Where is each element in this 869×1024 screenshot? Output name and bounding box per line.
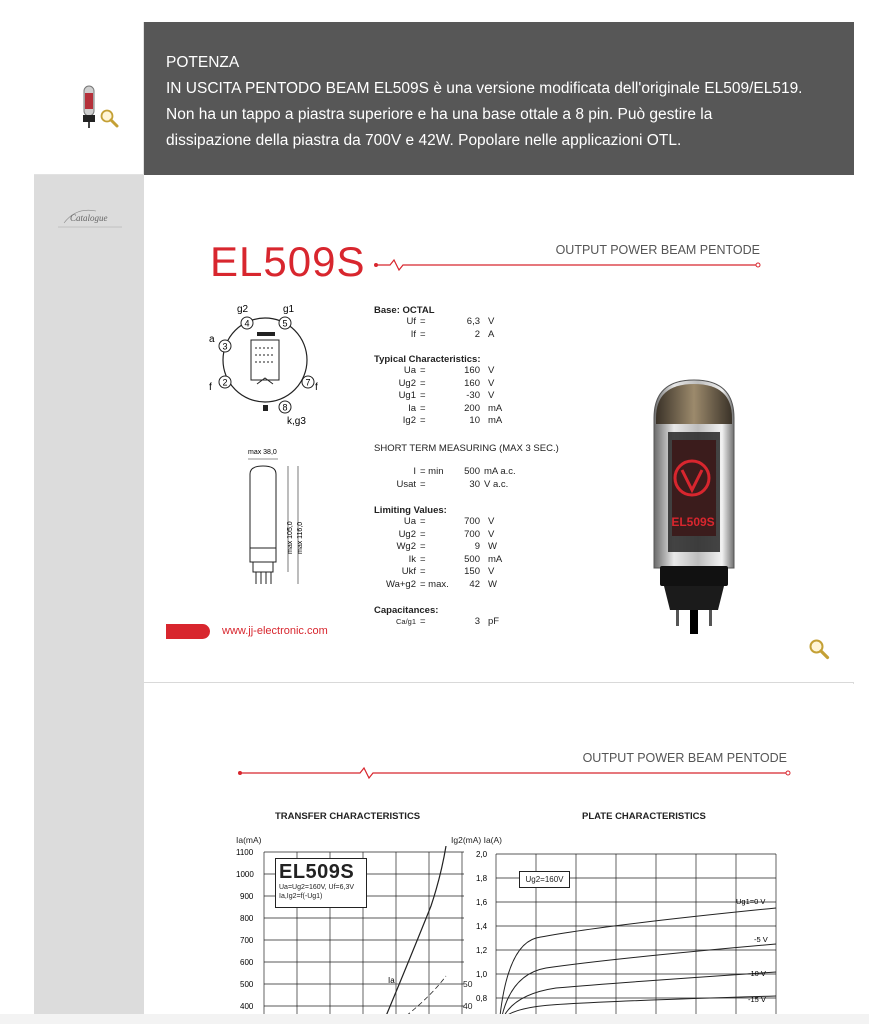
- plate-condition-box: Ug2=160V: [519, 871, 570, 888]
- y-tick: 1,2: [476, 946, 488, 955]
- spec-row: Uf = 6,3 V: [406, 316, 495, 327]
- tube-label: EL509S: [671, 515, 715, 529]
- legend-condition: Ua=Ug2=160V, Uf=6,3V: [279, 884, 355, 891]
- pin-number: 3: [222, 341, 228, 352]
- spec-heading: Typical Characteristics:: [374, 354, 481, 365]
- spec-row: If = 2 A: [410, 328, 495, 340]
- spec-capacitances: [374, 605, 538, 629]
- spec-heading: Capacitances:: [374, 605, 439, 616]
- right-tick: 40: [463, 1001, 473, 1011]
- chart-legend-box: [275, 858, 367, 908]
- curve-label: Ia: [388, 976, 395, 985]
- spec-row: Ca/g1 = 3 pF: [395, 616, 500, 627]
- spec-limiting: [374, 505, 538, 591]
- y-tick: 1,8: [476, 874, 488, 883]
- spec-row: Usat = 30 V a.c.: [396, 478, 509, 490]
- dimension-drawing: [230, 444, 320, 596]
- transfer-y-label: Ia(mA): [236, 835, 262, 845]
- plate-chart-title: PLATE CHARACTERISTICS: [582, 811, 706, 822]
- description-line: IN USCITA PENTODO BEAM EL509S è una versione modificata dell'originale EL509/EL519.: [166, 80, 803, 97]
- spec-row: Ia = 200 mA: [408, 402, 503, 414]
- spec-heading: SHORT TERM MEASURING (MAX 3 SEC.): [374, 443, 559, 454]
- spec-row: Wg2 = 9 W: [396, 541, 497, 552]
- y-tick: 1,0: [476, 970, 488, 979]
- datasheet-subtitle: OUTPUT POWER BEAM PENTODE: [582, 751, 787, 765]
- spec-heading: Limiting Values:: [374, 505, 447, 516]
- description-line: dissipazione della piastra da 700V e 42W. Popolare nelle applicazioni OTL.: [166, 132, 682, 149]
- dim-height-label: max 116,0: [297, 521, 304, 554]
- dim-height-label: max 105,0: [287, 521, 294, 554]
- datasheet-title: EL509S: [210, 238, 366, 285]
- spec-row: Ua = 700 V: [403, 516, 495, 527]
- legend-tube-name: EL509S: [279, 861, 355, 883]
- y-tick: 1000: [236, 870, 254, 879]
- datasheet-subtitle: OUTPUT POWER BEAM PENTODE: [555, 243, 760, 257]
- pin-label: g2: [237, 304, 249, 315]
- pin-label: f: [315, 382, 318, 393]
- spec-short-term: [374, 443, 559, 454]
- pin-diagram: [205, 302, 330, 427]
- pin-label: f: [209, 382, 212, 393]
- y-tick: 400: [240, 1002, 254, 1011]
- pin-label: g1: [283, 304, 295, 315]
- y-tick: 600: [240, 958, 254, 967]
- curve-label: -5 V: [754, 935, 768, 944]
- y-tick: 1,4: [476, 922, 488, 931]
- spec-base: [374, 305, 538, 341]
- pin-number: 8: [282, 402, 288, 413]
- description-line: POTENZA: [166, 54, 240, 71]
- catalogue-logo: [56, 205, 126, 231]
- curve-label: -15 V: [748, 995, 766, 1004]
- catalogue-label: Catalogue: [70, 213, 108, 223]
- transfer-chart-title: TRANSFER CHARACTERISTICS: [275, 811, 421, 822]
- y-tick: 2,0: [476, 850, 488, 859]
- y-tick: 900: [240, 892, 254, 901]
- y-tick: 0,8: [476, 994, 488, 1003]
- pin-number: 7: [305, 377, 311, 388]
- tube-photo: [646, 378, 742, 636]
- legend-condition: Ia,Ig2=f(-Ug1): [279, 893, 323, 900]
- page-bottom-edge: [0, 1014, 869, 1024]
- left-gallery-column: [34, 175, 144, 1024]
- website-link[interactable]: www.jj-electronic.com: [222, 625, 328, 637]
- description-line: Non ha un tappo a piastra superiore e ha una base ottale a 8 pin. Può gestire la: [166, 106, 713, 123]
- zoom-icon[interactable]: [808, 638, 830, 660]
- y-tick: 1100: [236, 848, 254, 857]
- curve-label: Ug1=0 V: [736, 897, 766, 906]
- y-tick: 700: [240, 936, 254, 945]
- spec-row: Ig2 = 10 mA: [402, 415, 503, 426]
- spec-row: Ua = 160 V: [403, 365, 495, 376]
- y-tick: 500: [240, 980, 254, 989]
- right-tick: 50: [463, 979, 473, 989]
- curve-label: -10 V: [748, 969, 766, 978]
- pin-number: 4: [244, 318, 250, 329]
- y-tick: 1,6: [476, 898, 488, 907]
- zoom-icon[interactable]: [99, 108, 119, 128]
- dim-width-label: max 38,0: [248, 449, 277, 456]
- plate-y-label: Ig2(mA) Ia(A): [451, 835, 503, 845]
- spec-row: Wa+g2 = max. 42 W: [385, 578, 497, 590]
- spec-row: Ug1 = -30 V: [398, 390, 495, 401]
- tube-thumbnail-icon[interactable]: [80, 84, 98, 130]
- title-rule: [236, 764, 792, 780]
- pin-number: 2: [222, 377, 228, 388]
- spec-row: Ug2 = 160 V: [398, 377, 495, 389]
- spec-short-term-values: [374, 466, 534, 491]
- product-description: [144, 22, 854, 175]
- spec-row: I = min 500 mA a.c.: [413, 466, 516, 477]
- pin-number: 5: [282, 318, 288, 329]
- y-tick: 800: [240, 914, 254, 923]
- spec-row: Ug2 = 700 V: [398, 528, 495, 540]
- brand-accent-bar: [166, 624, 210, 639]
- spec-heading: Base: OCTAL: [374, 305, 435, 316]
- pin-label: a: [209, 334, 215, 345]
- spec-row: Ik = 500 mA: [408, 553, 503, 565]
- spec-row: Ukf = 150 V: [401, 566, 495, 577]
- title-rule: [372, 256, 762, 272]
- pin-label: k,g3: [287, 416, 306, 427]
- spec-typical: [374, 354, 538, 428]
